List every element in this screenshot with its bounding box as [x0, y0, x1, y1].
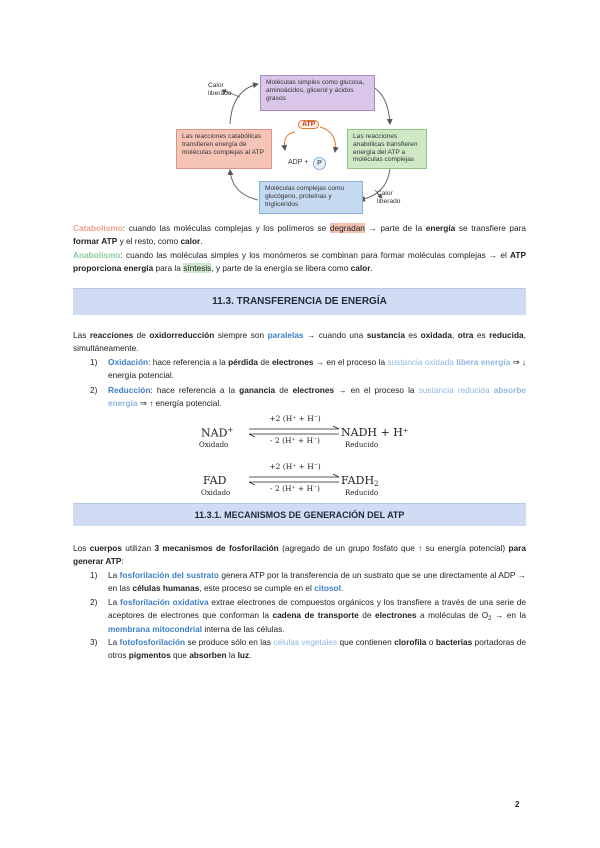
- nad-equation: [195, 412, 435, 452]
- phosphate-label: P: [313, 157, 326, 170]
- section-heading-atp-mechanisms: 11.3.1. MECANISMOS DE GENERACIÓN DEL ATP: [73, 503, 526, 526]
- text: oxidorreducción: [149, 330, 215, 340]
- text: reducida: [489, 330, 524, 340]
- reverse-condition: - 2 (H⁺ + H⁻): [270, 436, 320, 445]
- nad-oxidized: NAD: [201, 426, 228, 440]
- list-item-oxidative: [90, 596, 526, 636]
- redox-list: [90, 356, 526, 411]
- text: cadena de transporte: [272, 610, 359, 621]
- catabolism-term: Catabolismo: [73, 223, 123, 233]
- text: ganancia: [239, 384, 276, 395]
- heat-released-left: Calor liberado: [208, 82, 232, 97]
- text: genera ATP por la transferencia de un sustrato que se une directamente al ADP → en las: [108, 570, 526, 594]
- text: Oxidación: [108, 357, 149, 367]
- text: ⇒ ↓ energía potencial.: [108, 357, 526, 381]
- text: o: [426, 637, 436, 648]
- text: de: [275, 384, 293, 395]
- catabolism-paragraph: [73, 222, 526, 249]
- text: , y parte de la energía se libera como: [211, 263, 351, 274]
- text: libera energía: [456, 357, 511, 367]
- reduced-label: Reducido: [345, 441, 379, 449]
- text: ,: [451, 330, 458, 340]
- oxidized-label: Oxidado: [199, 441, 229, 449]
- subscript: 2: [374, 480, 379, 488]
- text: paralelas: [267, 330, 304, 340]
- text: para la: [153, 263, 184, 274]
- text: cuerpos: [89, 543, 122, 553]
- text: fosforilación del sustrato: [119, 570, 219, 580]
- reduced-label: Reducido: [345, 489, 379, 497]
- text: portadoras de otros: [108, 637, 526, 661]
- text: : cuando las moléculas simples y los monómeros se combinan para formar moléculas complejas → el: [120, 250, 511, 260]
- list-number: 2): [90, 596, 98, 607]
- phosphorylation-list: [90, 569, 526, 663]
- text: clorofila: [394, 637, 427, 648]
- list-number: 3): [90, 637, 98, 648]
- text: → en el proceso la: [334, 384, 419, 395]
- text: Los: [73, 543, 90, 553]
- anabolic-reactions-box: Las reacciones anabólicas transfieren energía del ATP a moléculas complejas: [347, 129, 427, 169]
- atp-cycle-arrow-right: [320, 127, 335, 152]
- adp-label: ADP +: [288, 159, 309, 166]
- text: luz: [237, 650, 250, 661]
- text: utilizan: [121, 543, 155, 553]
- text: : hace referencia a la: [150, 384, 240, 395]
- list-number: 1): [90, 570, 98, 580]
- sintesis-highlight: síntesis: [183, 263, 212, 274]
- text: → en la: [491, 610, 526, 621]
- text: calor: [180, 236, 201, 247]
- text: .: [340, 583, 344, 594]
- simple-molecules-box: Moléculas simples como glucosa, aminoácidos, glicerol y ácidos grasos: [260, 75, 375, 111]
- text: siempre son: [214, 330, 268, 340]
- text: .: [249, 650, 252, 661]
- text: extrae electrones de compuestos orgánicos y los transfiere a través de una serie de aceptores de electrones que conforman la: [108, 596, 526, 621]
- fadh-reduced: FADH: [341, 474, 375, 487]
- text: oxidada: [420, 330, 452, 340]
- list-item-photophosphorylation: [90, 636, 526, 663]
- text: células vegetales: [273, 637, 338, 648]
- text: .: [370, 263, 373, 274]
- text: → cuando una: [303, 330, 367, 340]
- text: calor: [350, 263, 371, 274]
- text: , este proceso se cumple en el: [199, 583, 315, 594]
- text: fosforilación oxidativa: [120, 596, 209, 607]
- text: electrones: [271, 357, 314, 367]
- text: : cuando las moléculas complejas y los polímeros se: [122, 223, 330, 233]
- redox-paragraph: [73, 329, 526, 356]
- text: es: [473, 330, 490, 340]
- fad-oxidized: FAD: [203, 474, 227, 487]
- page-number: 2: [515, 800, 520, 809]
- list-item-reduction: [90, 384, 526, 411]
- text: interna de las células.: [202, 623, 285, 634]
- text: reacciones: [89, 330, 134, 340]
- heat-released-right: Calor liberado: [377, 190, 401, 205]
- degradan-highlight: degradan: [329, 223, 365, 233]
- text: se transfiere para: [455, 223, 526, 233]
- list-number: 1): [90, 357, 98, 367]
- list-number: 2): [90, 384, 98, 395]
- text: , simultáneamente.: [73, 330, 526, 354]
- text: sustancia reducida: [418, 384, 490, 395]
- text: la: [226, 650, 238, 661]
- text: citosol: [314, 583, 341, 594]
- text: pérdida: [228, 357, 259, 367]
- text: a moléculas de O: [416, 610, 489, 621]
- subscript: 2: [488, 616, 492, 623]
- text: → parte de la: [364, 223, 426, 233]
- text: sustancia oxidada: [387, 357, 454, 367]
- catabolic-reactions-box: Las reacciones catabólicas transfieren energía de moléculas complejas al ATP: [176, 129, 272, 169]
- text: y el resto, como: [117, 236, 181, 247]
- text: La: [108, 596, 121, 607]
- text: absorbe energía: [108, 384, 527, 409]
- cycle-arrow-bottom-left: [230, 170, 258, 200]
- text: absorben: [189, 650, 227, 661]
- text: se produce sólo en las: [185, 637, 274, 648]
- text: :: [121, 556, 124, 567]
- text: ATP proporciona energía: [73, 250, 526, 274]
- list-item-substrate: [90, 569, 526, 596]
- text: La: [108, 570, 120, 580]
- superscript: +: [227, 426, 234, 434]
- anabolism-term: Anabolismo: [73, 250, 121, 260]
- text: Reducción: [108, 384, 151, 395]
- text: fotofosforilación: [119, 637, 186, 648]
- atp-cycle-arrow-top: [284, 132, 295, 150]
- text: membrana mitocondrial: [108, 623, 203, 634]
- section-heading-energy-transfer: 11.3. TRANSFERENCIA DE ENERGÍA: [73, 288, 526, 315]
- text: que: [170, 650, 190, 661]
- reverse-condition: - 2 (H⁺ + H⁻): [270, 484, 320, 493]
- text: → en el proceso la: [313, 357, 388, 367]
- text: que contienen: [337, 637, 395, 648]
- text: (agregado de un grupo fosfato que ↑ su energía potencial): [278, 543, 509, 553]
- text: La: [108, 637, 120, 648]
- text: formar ATP: [73, 236, 118, 247]
- phosphorylation-intro: [73, 542, 526, 569]
- text: ⇒ ↑ energía potencial.: [137, 398, 222, 409]
- text: energía: [425, 223, 456, 233]
- nadh-reduced: NADH + H⁺: [341, 426, 409, 439]
- text: bacterias: [435, 637, 473, 648]
- text: pigmentos: [128, 650, 171, 661]
- atp-label: ATP: [298, 120, 319, 129]
- anabolism-paragraph: [73, 249, 526, 276]
- text: otra: [457, 330, 474, 340]
- complex-molecules-box: Moléculas complejas como glucógeno, proteínas y triglicéridos: [259, 181, 363, 214]
- text: células humanas: [132, 583, 200, 594]
- text: 3 mecanismos de fosforilación: [154, 543, 279, 553]
- text: electrones: [375, 610, 417, 621]
- list-item-oxidation: [90, 356, 526, 383]
- fad-equation: [195, 460, 435, 500]
- forward-condition: +2 (H⁺ + H⁻): [269, 414, 321, 423]
- text: sustancia: [366, 330, 405, 340]
- text: de: [258, 357, 272, 367]
- text: : hace referencia a la: [148, 357, 229, 367]
- text: de: [133, 330, 150, 340]
- forward-condition: +2 (H⁺ + H⁻): [269, 462, 321, 471]
- text: es: [404, 330, 421, 340]
- oxidized-label: Oxidado: [201, 489, 231, 497]
- text: electrones: [292, 384, 335, 395]
- metabolism-diagram: [170, 72, 430, 222]
- text: Las: [73, 330, 90, 340]
- text: para generar ATP: [73, 543, 527, 567]
- text: .: [200, 236, 203, 247]
- text: de: [358, 610, 375, 621]
